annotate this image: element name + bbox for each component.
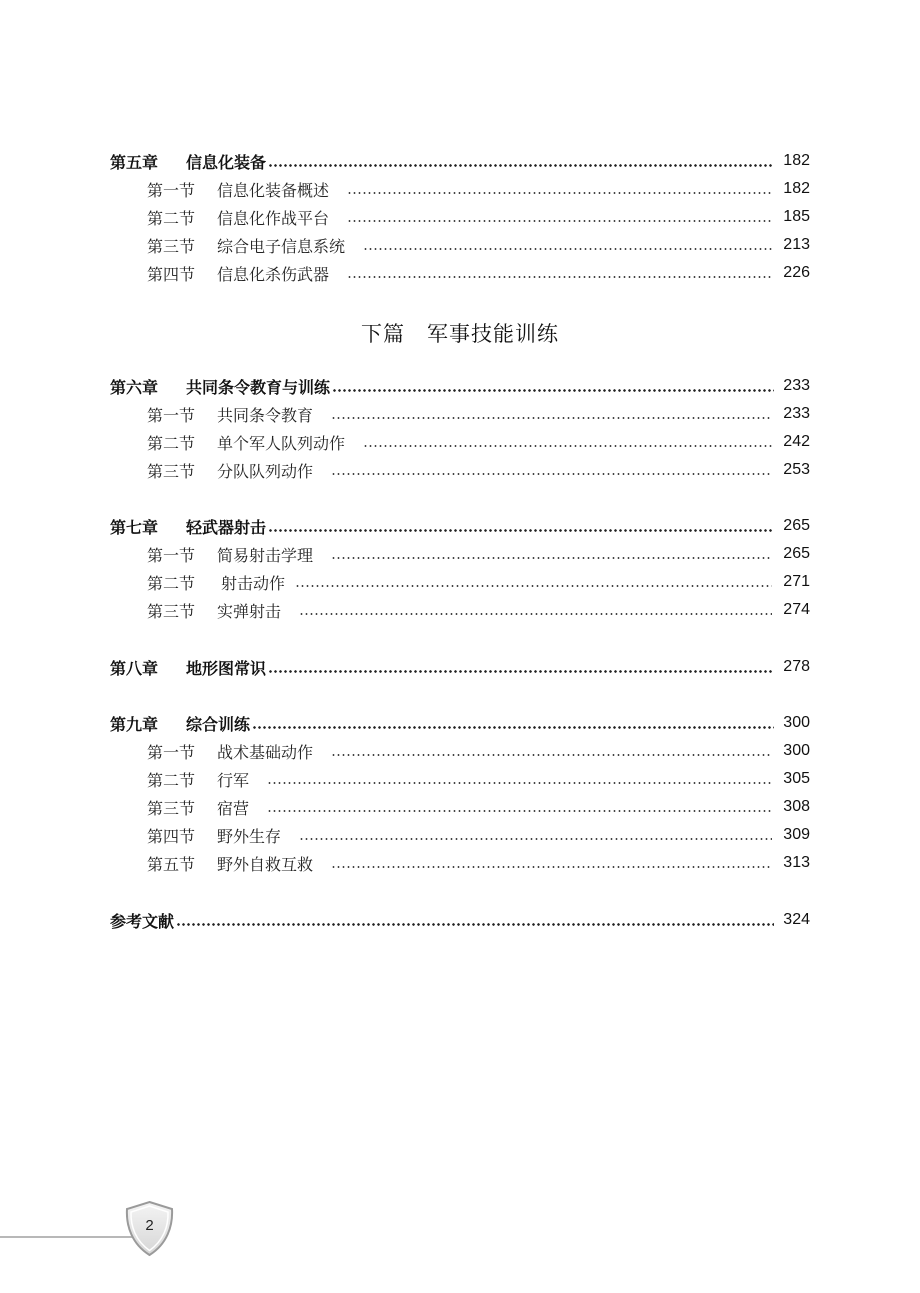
section-title: 宿营 — [217, 798, 250, 818]
section-number: 第三节 — [147, 798, 196, 818]
section-title: 信息化作战平台 — [217, 208, 330, 228]
page-number: 182 — [783, 152, 810, 169]
page-number: 233 — [783, 405, 810, 422]
toc-chapter-row[interactable] — [0, 512, 920, 540]
chapter-number: 第五章 — [110, 152, 159, 172]
toc-section-row[interactable] — [0, 737, 920, 765]
page-number: 242 — [783, 433, 810, 450]
toc-label — [147, 852, 313, 875]
section-title: 实弹射击 — [217, 601, 282, 621]
chapter-title: 信息化装备 — [186, 152, 267, 172]
toc-section-row[interactable] — [0, 793, 920, 821]
dot-leader — [267, 782, 772, 784]
chapter-title: 共同条令教育与训练 — [186, 377, 331, 397]
footer-page-number: 2 — [145, 1217, 154, 1234]
toc-label — [147, 740, 313, 763]
section-title: 野外生存 — [217, 826, 282, 846]
section-number: 第二节 — [147, 433, 196, 453]
dot-leader — [268, 529, 774, 532]
dot-leader — [299, 613, 772, 615]
dot-leader — [331, 754, 772, 756]
toc-label — [147, 459, 313, 482]
page-number: 274 — [783, 601, 810, 618]
page-number: 253 — [783, 461, 810, 478]
page-number: 185 — [783, 208, 810, 225]
toc-label — [147, 824, 281, 847]
section-title: 射击动作 — [221, 573, 286, 593]
toc-references-row[interactable] — [0, 906, 920, 934]
toc-label — [110, 150, 266, 173]
section-title: 共同条令教育 — [217, 405, 314, 425]
dot-leader — [347, 276, 772, 278]
toc-label — [147, 431, 345, 454]
section-number: 第一节 — [147, 180, 196, 200]
dot-leader — [268, 164, 774, 167]
page-number: 305 — [783, 770, 810, 787]
toc-label — [147, 768, 249, 791]
section-number: 第二节 — [147, 770, 196, 790]
page-number: 265 — [783, 517, 810, 534]
dot-leader — [252, 726, 774, 729]
section-number: 第四节 — [147, 264, 196, 284]
toc-label — [147, 403, 313, 426]
page-number: 265 — [783, 545, 810, 562]
page-number: 271 — [783, 573, 810, 590]
dot-leader — [347, 220, 772, 222]
page-number: 300 — [783, 714, 810, 731]
chapter-title: 地形图常识 — [186, 658, 267, 678]
section-number: 第二节 — [147, 573, 196, 593]
toc-label — [147, 234, 345, 257]
toc-section-row[interactable] — [0, 203, 920, 231]
dot-leader — [176, 923, 774, 926]
toc-chapter-row[interactable] — [0, 372, 920, 400]
section-number: 第一节 — [147, 742, 196, 762]
toc-section-row[interactable] — [0, 540, 920, 568]
dot-leader — [363, 445, 772, 447]
toc-label — [147, 262, 329, 285]
chapter-number: 第九章 — [110, 714, 159, 734]
toc-label — [110, 909, 174, 932]
toc-chapter-row[interactable] — [0, 709, 920, 737]
dot-leader — [268, 670, 774, 673]
section-title: 行军 — [217, 770, 250, 790]
dot-leader — [299, 838, 772, 840]
section-title: 综合电子信息系统 — [217, 236, 346, 256]
page-number: 309 — [783, 826, 810, 843]
toc-label — [147, 543, 313, 566]
section-number: 第三节 — [147, 461, 196, 481]
toc-section-row[interactable] — [0, 596, 920, 624]
chapter-title: 综合训练 — [186, 714, 251, 734]
section-title: 信息化杀伤武器 — [217, 264, 330, 284]
toc-section-row[interactable] — [0, 400, 920, 428]
section-number: 第五节 — [147, 854, 196, 874]
section-title: 分队队列动作 — [217, 461, 314, 481]
dot-leader — [331, 557, 772, 559]
page-number: 233 — [783, 377, 810, 394]
page-number: 308 — [783, 798, 810, 815]
toc-section-row[interactable] — [0, 821, 920, 849]
toc-section-row[interactable] — [0, 175, 920, 203]
section-title: 信息化装备概述 — [217, 180, 330, 200]
chapter-number: 第七章 — [110, 517, 159, 537]
toc-label — [147, 571, 285, 594]
page-number: 182 — [783, 180, 810, 197]
toc-label — [110, 712, 250, 735]
section-title: 战术基础动作 — [217, 742, 314, 762]
toc-label — [147, 206, 329, 229]
dot-leader — [347, 192, 772, 194]
footer-rule — [0, 1236, 138, 1238]
chapter-number: 第八章 — [110, 658, 159, 678]
toc-label — [147, 599, 281, 622]
page-number: 213 — [783, 236, 810, 253]
toc-label — [147, 178, 329, 201]
toc-label — [110, 375, 330, 398]
toc-section-row[interactable] — [0, 428, 920, 456]
page-number: 300 — [783, 742, 810, 759]
toc-section-row[interactable] — [0, 259, 920, 287]
section-title: 单个军人队列动作 — [217, 433, 346, 453]
section-number: 第三节 — [147, 601, 196, 621]
toc-section-row[interactable] — [0, 849, 920, 877]
toc-section-row[interactable] — [0, 765, 920, 793]
page-number: 324 — [783, 911, 810, 928]
dot-leader — [267, 810, 772, 812]
part-heading: 下篇 军事技能训练 — [361, 322, 559, 346]
references-title: 参考文献 — [110, 911, 175, 931]
chapter-title: 轻武器射击 — [186, 517, 267, 537]
dot-leader — [331, 866, 772, 868]
page-number: 278 — [783, 658, 810, 675]
dot-leader — [331, 417, 772, 419]
section-number: 第三节 — [147, 236, 196, 256]
page-number: 226 — [783, 264, 810, 281]
toc-section-row[interactable] — [0, 568, 920, 596]
toc-label — [110, 515, 266, 538]
section-number: 第一节 — [147, 405, 196, 425]
toc-chapter-row[interactable] — [0, 653, 920, 681]
toc-section-row[interactable] — [0, 456, 920, 484]
section-number: 第一节 — [147, 545, 196, 565]
toc-label — [147, 796, 249, 819]
page-number: 313 — [783, 854, 810, 871]
section-number: 第二节 — [147, 208, 196, 228]
section-number: 第四节 — [147, 826, 196, 846]
toc-section-row[interactable] — [0, 231, 920, 259]
chapter-number: 第六章 — [110, 377, 159, 397]
dot-leader — [332, 389, 774, 392]
toc-label — [110, 656, 266, 679]
toc-chapter-row[interactable] — [0, 147, 920, 175]
dot-leader — [331, 473, 772, 475]
dot-leader — [295, 585, 772, 587]
section-title: 野外自救互救 — [217, 854, 314, 874]
dot-leader — [363, 248, 772, 250]
section-title: 简易射击学理 — [217, 545, 314, 565]
